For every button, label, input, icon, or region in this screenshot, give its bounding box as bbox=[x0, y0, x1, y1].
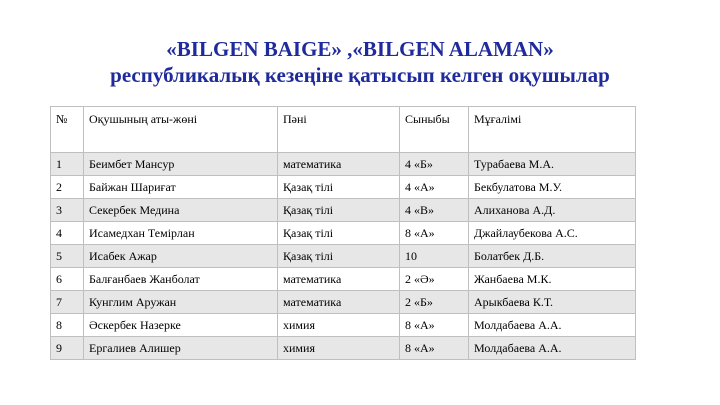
table-row bbox=[51, 314, 636, 337]
cell-num: 1 bbox=[51, 153, 84, 176]
cell-subject: химия bbox=[278, 314, 400, 337]
cell-subject: Қазақ тілі bbox=[278, 176, 400, 199]
cell-num: 9 bbox=[51, 337, 84, 360]
table-row bbox=[51, 153, 636, 176]
cell-num: 3 bbox=[51, 199, 84, 222]
cell-grade: 8 «А» bbox=[400, 314, 469, 337]
cell-subject: математика bbox=[278, 153, 400, 176]
cell-grade: 10 bbox=[400, 245, 469, 268]
cell-grade: 4 «Б» bbox=[400, 153, 469, 176]
cell-num: 4 bbox=[51, 222, 84, 245]
cell-num: 6 bbox=[51, 268, 84, 291]
cell-teacher: Джайлаубекова А.С. bbox=[469, 222, 636, 245]
cell-name: Исабек Ажар bbox=[84, 245, 278, 268]
table-row bbox=[51, 222, 636, 245]
cell-teacher: Бекбулатова М.У. bbox=[469, 176, 636, 199]
cell-num: 7 bbox=[51, 291, 84, 314]
cell-subject: математика bbox=[278, 291, 400, 314]
cell-grade: 8 «А» bbox=[400, 337, 469, 360]
cell-name: Әскербек Назерке bbox=[84, 314, 278, 337]
title-line-2: республикалық кезеңіне қатысып келген оқушылар bbox=[110, 63, 610, 87]
header-grade: Сыныбы bbox=[400, 107, 469, 153]
cell-name: Беимбет Мансур bbox=[84, 153, 278, 176]
table-body bbox=[51, 153, 636, 360]
cell-subject: Қазақ тілі bbox=[278, 245, 400, 268]
cell-name: Исамедхан Темірлан bbox=[84, 222, 278, 245]
cell-grade: 2 «Б» bbox=[400, 291, 469, 314]
cell-subject: Қазақ тілі bbox=[278, 222, 400, 245]
cell-num: 2 bbox=[51, 176, 84, 199]
cell-grade: 2 «Ә» bbox=[400, 268, 469, 291]
cell-grade: 8 «А» bbox=[400, 222, 469, 245]
students-table bbox=[50, 106, 636, 360]
title-line-1: «BILGEN BAIGE» ,«BILGEN ALAMAN» bbox=[166, 37, 554, 61]
cell-num: 8 bbox=[51, 314, 84, 337]
cell-subject: химия bbox=[278, 337, 400, 360]
cell-subject: Қазақ тілі bbox=[278, 199, 400, 222]
cell-name: Кунглим Аружан bbox=[84, 291, 278, 314]
cell-name: Байжан Шариғат bbox=[84, 176, 278, 199]
header-name: Оқушының аты-жөні bbox=[84, 107, 278, 153]
cell-teacher: Арыкбаева К.Т. bbox=[469, 291, 636, 314]
cell-num: 5 bbox=[51, 245, 84, 268]
header-teacher: Мұғалімі bbox=[469, 107, 636, 153]
cell-teacher: Молдабаева А.А. bbox=[469, 337, 636, 360]
cell-teacher: Алиханова А.Д. bbox=[469, 199, 636, 222]
table-row bbox=[51, 176, 636, 199]
cell-name: Балғанбаев Жанболат bbox=[84, 268, 278, 291]
header-row bbox=[51, 107, 636, 153]
header-subject: Пәні bbox=[278, 107, 400, 153]
cell-grade: 4 «В» bbox=[400, 199, 469, 222]
header-num: № bbox=[51, 107, 84, 153]
cell-subject: математика bbox=[278, 268, 400, 291]
cell-grade: 4 «А» bbox=[400, 176, 469, 199]
table-header bbox=[51, 107, 636, 153]
cell-name: Ергалиев Алишер bbox=[84, 337, 278, 360]
cell-teacher: Турабаева М.А. bbox=[469, 153, 636, 176]
cell-teacher: Болатбек Д.Б. bbox=[469, 245, 636, 268]
table-row bbox=[51, 268, 636, 291]
table-row bbox=[51, 199, 636, 222]
table-row bbox=[51, 337, 636, 360]
slide-title bbox=[0, 36, 720, 88]
cell-teacher: Молдабаева А.А. bbox=[469, 314, 636, 337]
table-row bbox=[51, 245, 636, 268]
cell-teacher: Жанбаева М.К. bbox=[469, 268, 636, 291]
table-row bbox=[51, 291, 636, 314]
cell-name: Секербек Медина bbox=[84, 199, 278, 222]
